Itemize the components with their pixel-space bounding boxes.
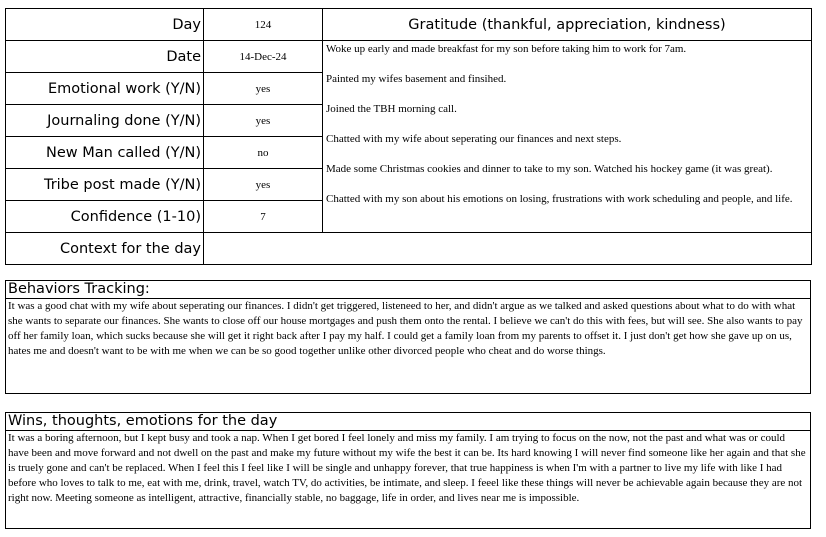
- emotional-work-label: Emotional work (Y/N): [6, 73, 204, 105]
- daily-log-grid: [5, 8, 812, 265]
- gratitude-entry: Chatted with my wife about seperating our finances and next steps.: [326, 133, 622, 145]
- date-value[interactable]: 14-Dec-24: [204, 41, 323, 73]
- gratitude-entry: Chatted with my son about his emotions on losing, frustrations with work scheduling and people, and life.: [326, 193, 793, 205]
- emotional-work-value[interactable]: yes: [204, 73, 323, 105]
- gratitude-title: Gratitude (thankful, appreciation, kindness): [323, 9, 812, 41]
- wins-title: Wins, thoughts, emotions for the day: [6, 413, 810, 431]
- gratitude-entries[interactable]: [323, 41, 812, 233]
- gratitude-entry: Painted my wifes basement and finsihed.: [326, 73, 507, 85]
- behaviors-title: Behaviors Tracking:: [6, 281, 810, 299]
- behaviors-text[interactable]: It was a good chat with my wife about seperating our finances. I didn't get triggered, listeneed to her, and didn't argue as we talked and asked questions about what to do with what she wants to separate our finances. She wants to close off our house mortgages and push them onto the rental. I believe we can't do this with fees, but will see. She also wants to pay off her family loan, which sucks because she will get it right back after I pay my half. I could get a family loan from my parents to offset it. I just don't get how she gave up on us, hates me and doesn't want to be with me when we can be so good together unlike other divorced people who cheat and do worse things.: [8, 300, 803, 357]
- gratitude-entry: Woke up early and made breakfast for my son before taking him to work for 7am.: [326, 43, 687, 55]
- day-value[interactable]: 124: [204, 9, 323, 41]
- new-man-called-label: New Man called (Y/N): [6, 137, 204, 169]
- wins-section: [5, 412, 811, 529]
- journaling-label: Journaling done (Y/N): [6, 105, 204, 137]
- gratitude-entry: Made some Christmas cookies and dinner to take to my son. Watched his hockey game (it was great).: [326, 163, 773, 175]
- date-label: Date: [6, 41, 204, 73]
- new-man-called-value[interactable]: no: [204, 137, 323, 169]
- tribe-post-value[interactable]: yes: [204, 169, 323, 201]
- wins-text[interactable]: It was a boring afternoon, but I kept busy and took a nap. When I get bored I feel lonely and miss my family. I am trying to focus on the now, not the past and what was or could have been and move forward and not dwell on the past and make my future without my wife the best it can be. Its hard knowing I will never find someone like her again and that she is truely gone and can't be replaced. When I feel this I feel like I will be single and unhappy forever, that true happiness is when I'm with a partner to live my life with like I had before who loves to talk to me, eat with me, drink, travel, watch TV, do activities, be intimate, and sleep. I feeel like these things will never be achievable again because they are not right now. Meeting someone as intelligent, attractive, financially stable, no baggage, life in order, and lives near me is impossible.: [8, 432, 806, 504]
- confidence-label: Confidence (1-10): [6, 201, 204, 233]
- journaling-value[interactable]: yes: [204, 105, 323, 137]
- context-label: Context for the day: [6, 233, 204, 265]
- tribe-post-label: Tribe post made (Y/N): [6, 169, 204, 201]
- context-value[interactable]: [204, 233, 812, 265]
- behaviors-section: [5, 280, 811, 394]
- gratitude-entry: Joined the TBH morning call.: [326, 103, 457, 115]
- day-label: Day: [6, 9, 204, 41]
- confidence-value[interactable]: 7: [204, 201, 323, 233]
